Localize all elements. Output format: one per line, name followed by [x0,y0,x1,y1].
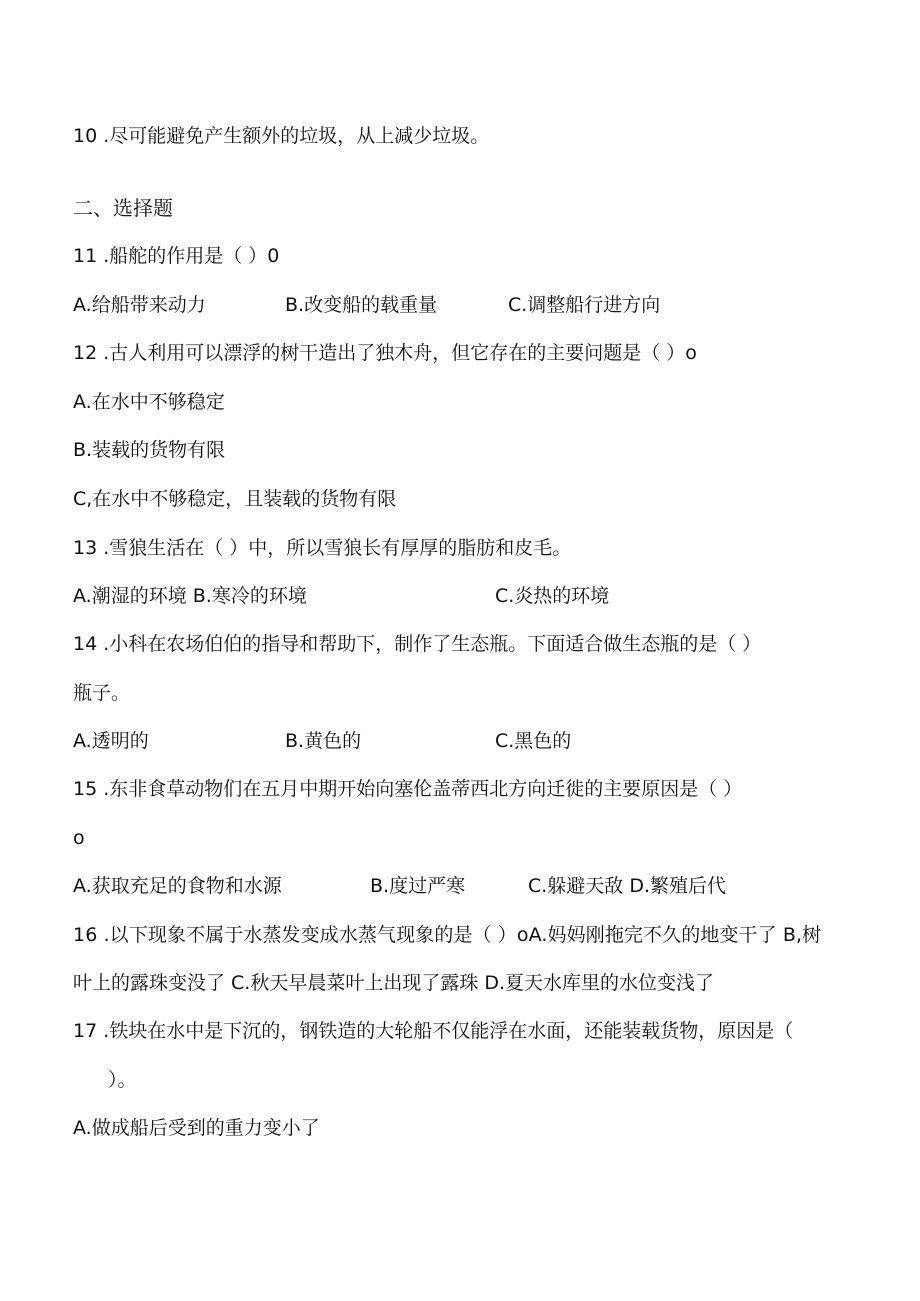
question-11-options [73,292,853,318]
question-17-line-2: ）。 [108,1069,137,1091]
question-14-options [73,728,853,754]
question-16-line-2: 叶上的露珠变没了 C.秋天早晨菜叶上出现了露珠 D.夏天水库里的水位变浅了 [73,972,715,994]
question-13: 13 .雪狼生活在（ ）中，所以雪狼长有厚厚的脂肪和皮毛。 [73,537,572,559]
option-c: C.炎热的环境 [495,585,610,607]
question-17-option-a: A.做成船后受到的重力变小了 [73,1117,320,1139]
option-cd: C.躲避天敌 D.繁殖后代 [528,875,727,897]
question-12-option-b: B.装载的货物有限 [73,439,226,461]
option-b: B.改变船的载重量 [285,294,438,316]
option-b: B.度过严寒 [370,875,466,897]
option-a: A.给船带来动力 [73,294,206,316]
option-ab: A.潮湿的环境 B.寒冷的环境 [73,585,307,607]
option-b: B.黄色的 [285,730,362,752]
question-15-line-2: o [73,827,85,849]
question-10: 10 .尽可能避免产生额外的垃圾，从上减少垃圾。 [73,125,490,147]
question-12-option-a: A.在水中不够稳定 [73,391,225,413]
question-13-options [73,583,853,609]
section-heading-choice: 二、选择题 [73,196,173,220]
question-15-options [73,873,853,899]
question-16-line-1: 16 .以下现象不属于水蒸发变成水蒸气现象的是（ ）oA.妈妈刚拖完不久的地变干了 B,树 [73,924,822,946]
option-a: A.获取充足的食物和水源 [73,875,282,897]
option-a: A.透明的 [73,730,149,752]
option-c: C.黑色的 [495,730,572,752]
question-12-option-c: C,在水中不够稳定，且装载的货物有限 [73,488,397,510]
question-14-line-2: 瓶子。 [73,682,131,704]
option-c: C.调整船行进方向 [508,294,661,316]
question-12: 12 .古人利用可以漂浮的树干造出了独木舟，但它存在的主要问题是（ ）o [73,342,697,364]
question-11: 11 .船舵的作用是（ ）0 [73,245,280,267]
question-14-line-1: 14 .小科在农场伯伯的指导和帮助下，制作了生态瓶。下面适合做生态瓶的是（ ） [73,633,762,655]
question-15-line-1: 15 .东非食草动物们在五月中期开始向塞伦盖蒂西北方向迁徙的主要原因是（ ） [73,778,743,800]
question-17-line-1: 17 .铁块在水中是下沉的，钢铁造的大轮船不仅能浮在水面，还能装载货物，原因是（ [73,1020,794,1042]
